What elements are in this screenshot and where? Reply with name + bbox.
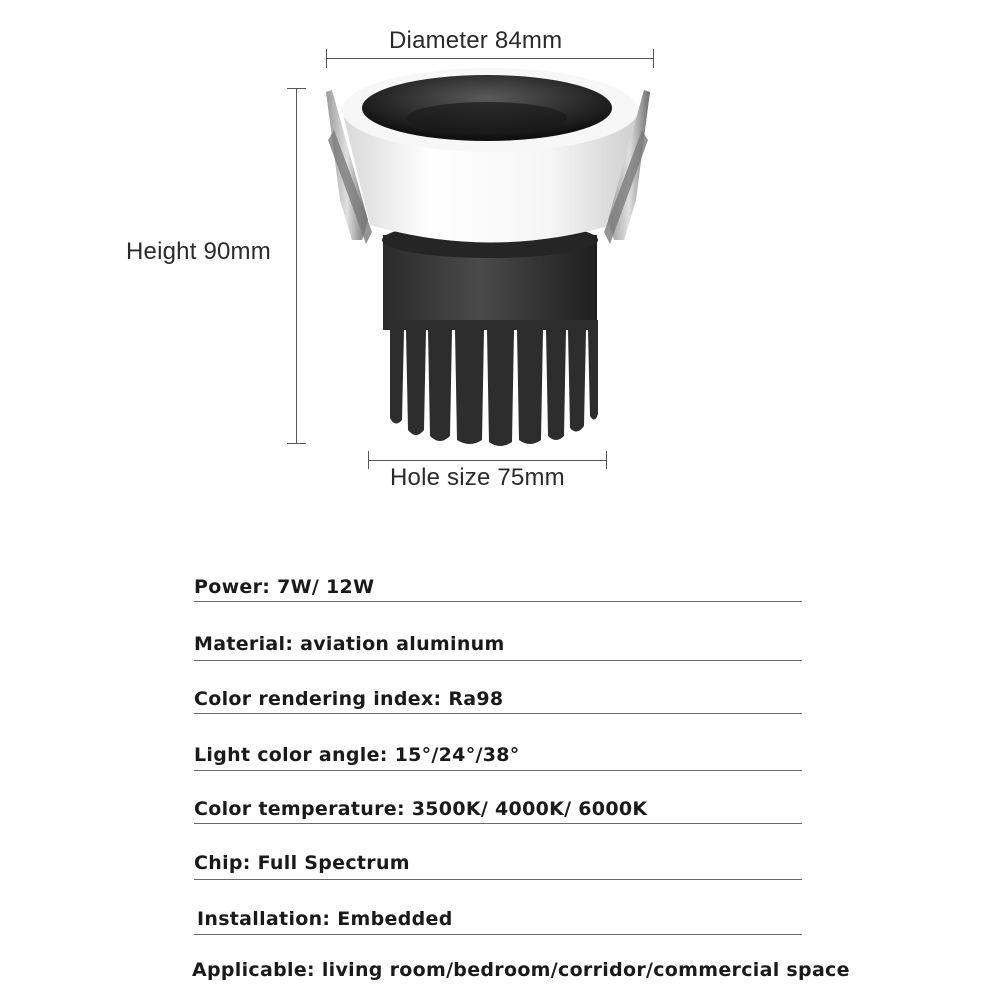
trim-ring [342,68,638,243]
hole-size-label: Hole size 75mm [390,464,565,491]
spec-divider [194,879,802,880]
spec-divider [194,770,802,771]
spec-color-temperature: Color temperature: 3500K/ 4000K/ 6000K [194,798,648,820]
spec-color-rendering-index: Color rendering index: Ra98 [194,688,504,710]
spec-divider [194,660,802,661]
diameter-label: Diameter 84mm [389,27,563,54]
height-label: Height 90mm [126,238,271,265]
spec-installation: Installation: Embedded [197,908,453,930]
spec-power: Power: 7W/ 12W [194,576,375,598]
spec-divider [194,713,802,714]
spec-divider [194,823,802,824]
spec-material: Material: aviation aluminum [194,633,505,655]
spec-applicable: Applicable: living room/bedroom/corridor/commercial space [192,959,850,981]
spec-divider [194,934,802,935]
spec-light-color-angle: Light color angle: 15°/24°/38° [194,744,520,766]
spec-chip: Chip: Full Spectrum [194,852,410,874]
spec-divider [194,601,802,602]
heatsink [382,222,598,446]
